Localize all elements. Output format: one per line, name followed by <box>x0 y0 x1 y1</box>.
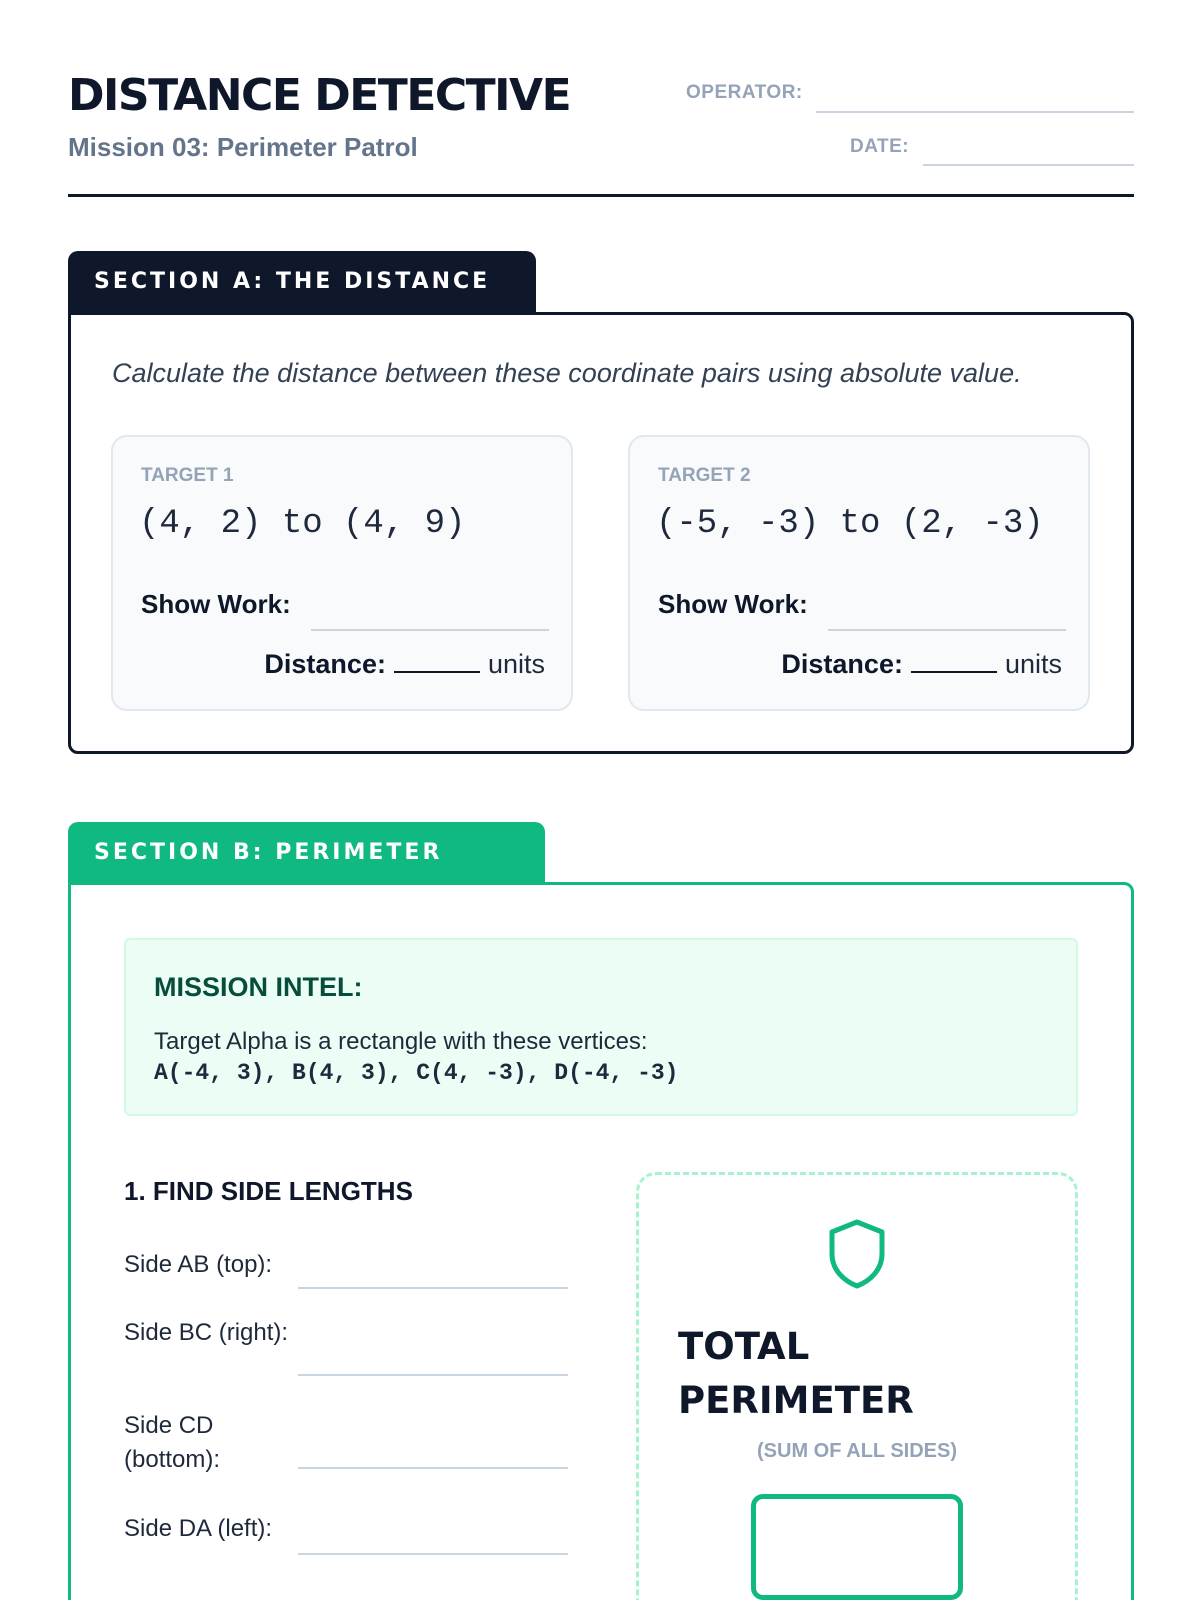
shield-icon <box>826 1218 888 1290</box>
distance-units: units <box>1004 649 1062 679</box>
header-divider <box>68 194 1134 197</box>
date-field[interactable] <box>923 164 1134 166</box>
target-card-2 <box>628 435 1090 711</box>
intel-title: MISSION INTEL: <box>154 972 363 1002</box>
operator-field[interactable] <box>816 111 1134 113</box>
section-a-instruction: Calculate the distance between these coordinate pairs using absolute value. <box>112 358 1022 388</box>
show-work-field[interactable] <box>828 629 1066 631</box>
operator-label: OPERATOR: <box>686 82 803 103</box>
distance-label: Distance: <box>781 649 903 679</box>
total-perimeter-subtitle: (SUM OF ALL SIDES) <box>757 1440 957 1462</box>
target-coordinates: (-5, -3) to (2, -3) <box>656 505 1044 543</box>
show-work-field[interactable] <box>311 629 549 631</box>
intel-vertices: A(-4, 3), B(4, 3), C(4, -3), D(-4, -3) <box>154 1060 679 1086</box>
show-work-label: Show Work: <box>658 589 808 619</box>
mission-intel-panel <box>124 938 1078 1116</box>
target-label: TARGET 1 <box>141 465 234 486</box>
intel-description: Target Alpha is a rectangle with these vertices: <box>154 1028 648 1055</box>
side-ab-label: Side AB (top): <box>124 1251 273 1278</box>
total-perimeter-title: TOTAL PERIMETER <box>678 1325 914 1422</box>
worksheet-title: DISTANCE DETECTIVE <box>68 70 571 121</box>
show-work-label: Show Work: <box>141 589 291 619</box>
side-cd-field[interactable] <box>298 1467 568 1469</box>
distance-answer <box>781 649 1062 680</box>
distance-label: Distance: <box>264 649 386 679</box>
side-lengths-heading: 1. FIND SIDE LENGTHS <box>124 1176 413 1206</box>
distance-answer <box>264 649 545 680</box>
side-cd-label: Side CD (bottom): <box>124 1412 221 1473</box>
section-a-tab: SECTION A: THE DISTANCE LAB <box>68 251 536 313</box>
perimeter-answer-box[interactable] <box>751 1494 963 1600</box>
target-coordinates: (4, 2) to (4, 9) <box>139 505 466 543</box>
distance-blank[interactable] <box>394 653 480 673</box>
distance-units: units <box>487 649 545 679</box>
date-label: DATE: <box>850 136 910 157</box>
distance-blank[interactable] <box>911 653 997 673</box>
target-label: TARGET 2 <box>658 465 751 486</box>
side-da-field[interactable] <box>298 1553 568 1555</box>
side-ab-field[interactable] <box>298 1287 568 1289</box>
mission-subtitle: Mission 03: Perimeter Patrol <box>68 132 418 162</box>
side-bc-field[interactable] <box>298 1374 568 1376</box>
side-da-label: Side DA (left): <box>124 1515 273 1542</box>
section-b-tab: SECTION B: PERIMETER PATROL <box>68 822 545 884</box>
side-bc-label: Side BC (right): <box>124 1319 289 1346</box>
target-card-1 <box>111 435 573 711</box>
